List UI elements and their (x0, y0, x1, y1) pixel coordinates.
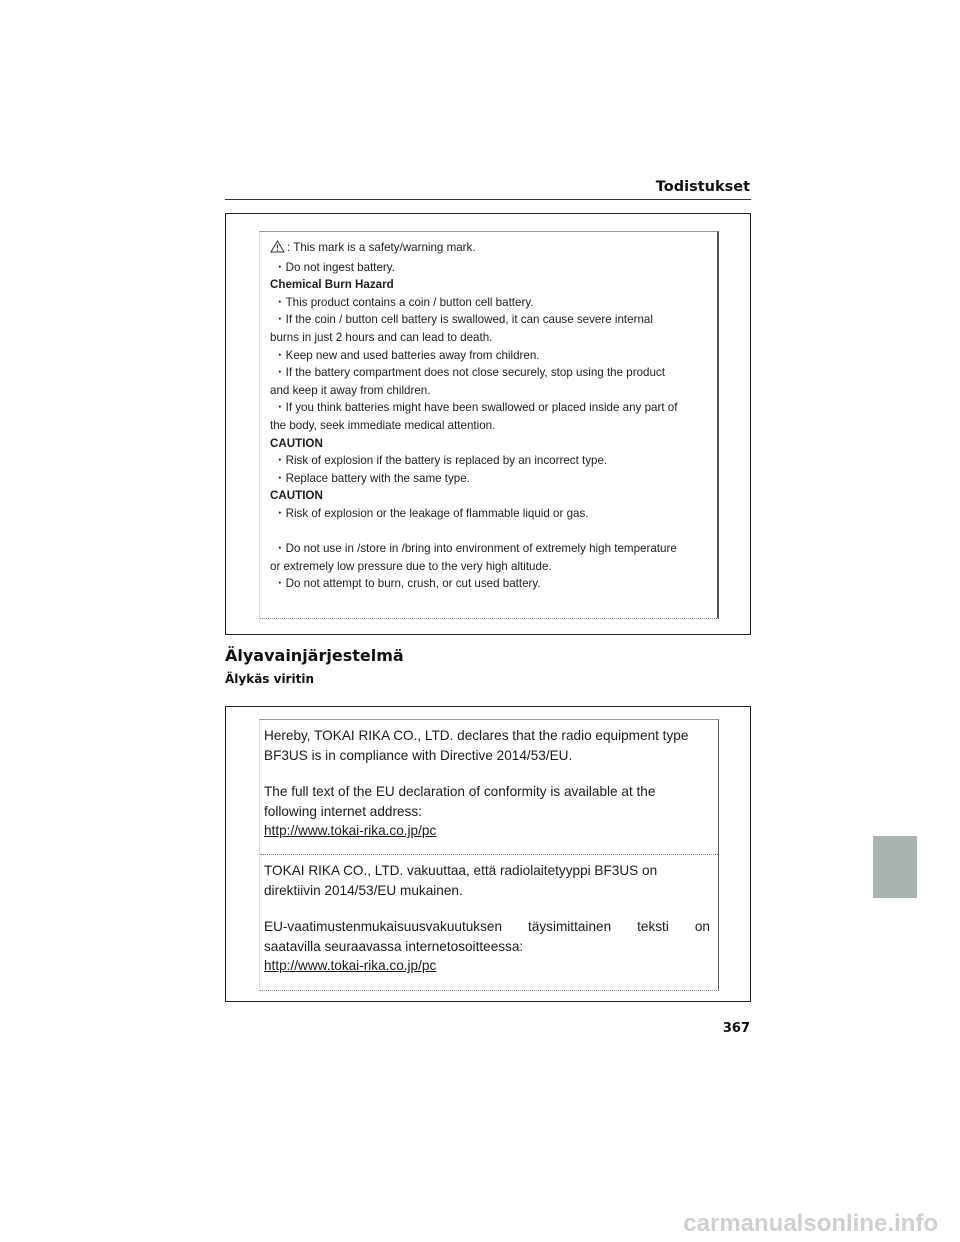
declaration-en-link[interactable]: http://www.tokai-rika.co.jp/pc (264, 823, 437, 838)
safety-warning-scan (259, 231, 719, 619)
safety-line-text: the body, seek immediate medical attention. (270, 418, 496, 432)
declaration-en-line: The full text of the EU declaration of conformity is available at the (264, 784, 656, 799)
safety-line (270, 276, 707, 294)
safety-line (270, 347, 707, 365)
safety-warning-text (270, 239, 707, 593)
safety-line (270, 329, 707, 347)
declaration-en-line: Hereby, TOKAI RIKA CO., LTD. declares that the radio equipment type (264, 728, 689, 743)
declaration-en-line: BF3US is in compliance with Directive 2014/53/EU. (264, 747, 573, 763)
warning-triangle-icon (270, 240, 285, 259)
safety-line (270, 505, 707, 523)
safety-line (270, 523, 707, 541)
safety-line (270, 311, 707, 329)
page-header-title: Todistukset (655, 179, 750, 195)
safety-line-text: ・Do not ingest battery. (274, 260, 395, 274)
declaration-fi-link[interactable]: http://www.tokai-rika.co.jp/pc (264, 958, 437, 973)
safety-warning-box (225, 213, 751, 635)
safety-line-text: burns in just 2 hours and can lead to death. (270, 330, 493, 344)
safety-line-text: or extremely low pressure due to the very high altitude. (270, 559, 552, 573)
safety-line (270, 294, 707, 312)
safety-line-text: ・Keep new and used batteries away from children. (274, 348, 540, 362)
language-divider (260, 854, 718, 855)
fi-word: EU-vaatimustenmukaisuusvakuutuksen (264, 919, 503, 934)
safety-line-text: ・If the battery compartment does not close securely, stop using the product (274, 366, 665, 380)
declaration-box (225, 706, 751, 1002)
section-subtitle: Älykäs viritin (225, 672, 314, 686)
fi-word: on (694, 919, 710, 934)
declaration-fi-line: saatavilla seuraavassa internetosoitteessa: (264, 938, 524, 954)
safety-line (270, 435, 707, 453)
safety-line (270, 452, 707, 470)
safety-line-text: ・Risk of explosion if the battery is replaced by an incorrect type. (274, 454, 608, 468)
safety-line-text: ・Replace battery with the same type. (274, 471, 470, 485)
safety-line-text: : This mark is a safety/warning mark. (287, 241, 476, 254)
declaration-fi-justified-line (264, 917, 710, 937)
safety-line-text: ・This product contains a coin / button cell battery. (274, 295, 534, 309)
declaration-english (264, 726, 710, 841)
safety-line (270, 239, 707, 259)
safety-line-text: ・Risk of explosion or the leakage of flammable liquid or gas. (274, 506, 589, 520)
watermark: carmanualsonline.info (683, 1210, 938, 1237)
safety-line-text: ・If the coin / button cell battery is swallowed, it can cause severe internal (274, 313, 653, 327)
safety-line (270, 575, 707, 593)
fi-word: täysimittainen (528, 919, 612, 934)
declaration-scan (259, 719, 719, 991)
safety-line-text: ・If you think batteries might have been swallowed or placed inside any part of (274, 401, 678, 415)
safety-line-text: CAUTION (270, 489, 323, 503)
fi-word: teksti (637, 919, 669, 934)
header-rule (225, 199, 751, 200)
safety-line-text: CAUTION (270, 436, 323, 450)
declaration-fi-line: TOKAI RIKA CO., LTD. vakuuttaa, että radiolaitetyyppi BF3US on (264, 863, 658, 878)
declaration-fi-line: direktiivin 2014/53/EU mukainen. (264, 882, 463, 898)
declaration-finnish (264, 861, 710, 976)
safety-line-text: ・Do not use in /store in /bring into environment of extremely high temperature (274, 542, 677, 556)
safety-line (270, 558, 707, 576)
safety-line (270, 399, 707, 417)
safety-line (270, 364, 707, 382)
safety-line (270, 417, 707, 435)
declaration-en-line: following internet address: (264, 803, 422, 819)
page-number: 367 (722, 1021, 750, 1036)
safety-line (270, 259, 707, 277)
safety-line-text: ・Do not attempt to burn, crush, or cut used battery. (274, 577, 541, 591)
safety-line (270, 540, 707, 558)
chapter-side-tab (873, 836, 917, 898)
section-title: Älyavainjärjestelmä (225, 646, 404, 665)
safety-line-text: and keep it away from children. (270, 383, 431, 397)
safety-line (270, 470, 707, 488)
safety-line (270, 487, 707, 505)
safety-line-text: Chemical Burn Hazard (270, 278, 394, 292)
safety-line (270, 382, 707, 400)
